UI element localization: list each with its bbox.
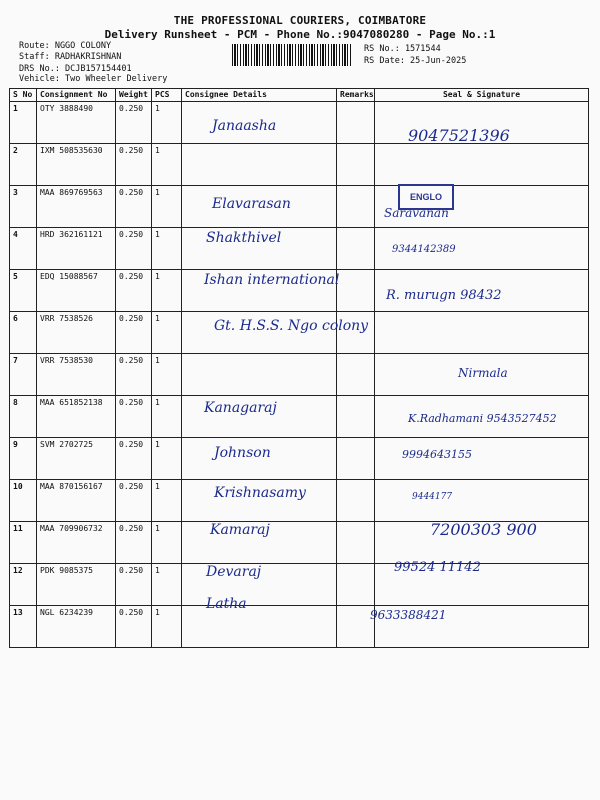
row-weight: 0.250 [116, 354, 152, 396]
row-remarks-cell [337, 564, 375, 606]
row-consignment-no: SVM 2702725 [37, 438, 116, 480]
row-sno: 12 [10, 564, 37, 606]
row-weight: 0.250 [116, 144, 152, 186]
seal-stamp: ENGLO [398, 184, 454, 210]
handwritten-consignee: Kanagaraj [204, 400, 277, 416]
row-weight: 0.250 [116, 606, 152, 648]
row-weight: 0.250 [116, 396, 152, 438]
table-row [10, 564, 589, 606]
row-weight: 0.250 [116, 270, 152, 312]
row-sno: 11 [10, 522, 37, 564]
handwritten-signature: 9994643155 [402, 448, 472, 461]
row-remarks-cell [337, 396, 375, 438]
col-pcs: PCS [152, 89, 182, 102]
row-weight: 0.250 [116, 522, 152, 564]
row-signature-cell [375, 480, 589, 522]
row-sno: 10 [10, 480, 37, 522]
row-sno: 7 [10, 354, 37, 396]
row-pcs: 1 [152, 396, 182, 438]
row-pcs: 1 [152, 522, 182, 564]
row-pcs: 1 [152, 144, 182, 186]
row-consignee-cell [182, 606, 337, 648]
route-label: Route: NGGO COLONY [19, 41, 112, 51]
row-consignment-no: PDK 9085375 [37, 564, 116, 606]
row-consignment-no: EDQ 15088567 [37, 270, 116, 312]
row-sno: 9 [10, 438, 37, 480]
handwritten-consignee: Kamaraj [210, 522, 270, 538]
row-remarks-cell [337, 102, 375, 144]
row-consignee-cell [182, 354, 337, 396]
handwritten-consignee: Latha [206, 596, 247, 612]
table-row [10, 186, 589, 228]
row-weight: 0.250 [116, 312, 152, 354]
handwritten-signature: 9047521396 [408, 126, 510, 145]
row-pcs: 1 [152, 606, 182, 648]
runsheet-subtitle: Delivery Runsheet - PCM - Phone No.:9047080280 - Page No.:1 [104, 28, 496, 41]
row-consignment-no: HRD 362161121 [37, 228, 116, 270]
row-sno: 1 [10, 102, 37, 144]
col-weight: Weight [116, 89, 152, 102]
vehicle-label: Vehicle: Two Wheeler Delivery [19, 74, 168, 84]
row-remarks-cell [337, 438, 375, 480]
row-consignment-no: MAA 709906732 [37, 522, 116, 564]
rs-date: RS Date: 25-Jun-2025 [364, 56, 467, 66]
handwritten-signature: 9633388421 [370, 608, 447, 622]
rs-number: RS No.: 1571544 [364, 44, 441, 54]
row-remarks-cell [337, 186, 375, 228]
handwritten-consignee: Johnson [214, 445, 271, 461]
row-sno: 5 [10, 270, 37, 312]
row-consignment-no: NGL 6234239 [37, 606, 116, 648]
row-pcs: 1 [152, 480, 182, 522]
row-signature-cell [375, 312, 589, 354]
table-row [10, 144, 589, 186]
handwritten-signature: R. murugn 98432 [386, 288, 502, 303]
col-sno: S No [10, 89, 37, 102]
handwritten-signature: 7200303 900 [430, 520, 537, 539]
handwritten-signature: 9444177 [412, 492, 453, 502]
handwritten-signature: 9344142389 [392, 244, 456, 255]
row-signature-cell [375, 144, 589, 186]
row-consignment-no: MAA 651852138 [37, 396, 116, 438]
row-pcs: 1 [152, 186, 182, 228]
row-sno: 8 [10, 396, 37, 438]
row-weight: 0.250 [116, 480, 152, 522]
handwritten-consignee: Janaasha [212, 118, 277, 134]
row-pcs: 1 [152, 102, 182, 144]
row-remarks-cell [337, 522, 375, 564]
row-pcs: 1 [152, 270, 182, 312]
col-consignment: Consignment No [37, 89, 116, 102]
handwritten-signature: 99524 11142 [394, 560, 481, 575]
handwritten-signature: Saravanan [384, 206, 449, 220]
row-pcs: 1 [152, 438, 182, 480]
staff-label: Staff: RADHAKRISHNAN [19, 52, 122, 62]
row-pcs: 1 [152, 564, 182, 606]
row-consignee-cell [182, 144, 337, 186]
handwritten-consignee: Devaraj [206, 564, 262, 580]
handwritten-signature: Nirmala [458, 366, 508, 380]
col-signature: Seal & Signature [375, 89, 589, 102]
handwritten-signature: K.Radhamani 9543527452 [408, 412, 557, 425]
handwritten-consignee: Krishnasamy [214, 485, 306, 501]
drs-label: DRS No.: DCJB157154401 [19, 64, 132, 74]
row-consignment-no: OTY 3888490 [37, 102, 116, 144]
table-row [10, 438, 589, 480]
row-pcs: 1 [152, 354, 182, 396]
row-consignment-no: VRR 7538530 [37, 354, 116, 396]
row-weight: 0.250 [116, 564, 152, 606]
row-remarks-cell [337, 354, 375, 396]
handwritten-consignee: Shakthivel [206, 230, 282, 246]
row-pcs: 1 [152, 312, 182, 354]
row-consignment-no: VRR 7538526 [37, 312, 116, 354]
row-remarks-cell [337, 270, 375, 312]
col-consignee: Consignee Details [182, 89, 337, 102]
row-sno: 2 [10, 144, 37, 186]
row-pcs: 1 [152, 228, 182, 270]
row-remarks-cell [337, 480, 375, 522]
row-remarks-cell [337, 606, 375, 648]
row-sno: 4 [10, 228, 37, 270]
barcode-image [232, 44, 352, 66]
table-row [10, 606, 589, 648]
row-consignment-no: IXM 508535630 [37, 144, 116, 186]
row-consignment-no: MAA 870156167 [37, 480, 116, 522]
row-weight: 0.250 [116, 438, 152, 480]
row-remarks-cell [337, 144, 375, 186]
table-header-row [10, 89, 589, 102]
row-remarks-cell [337, 228, 375, 270]
row-sno: 13 [10, 606, 37, 648]
row-weight: 0.250 [116, 102, 152, 144]
row-sno: 3 [10, 186, 37, 228]
handwritten-consignee: Gt. H.S.S. Ngo colony [214, 318, 369, 334]
handwritten-consignee: Elavarasan [212, 196, 291, 212]
handwritten-consignee: Ishan international [204, 272, 340, 288]
company-title: THE PROFESSIONAL COURIERS, COIMBATORE [173, 14, 427, 27]
row-weight: 0.250 [116, 228, 152, 270]
table-row [10, 228, 589, 270]
row-weight: 0.250 [116, 186, 152, 228]
row-consignment-no: MAA 869769563 [37, 186, 116, 228]
row-sno: 6 [10, 312, 37, 354]
col-remarks: Remarks [337, 89, 375, 102]
